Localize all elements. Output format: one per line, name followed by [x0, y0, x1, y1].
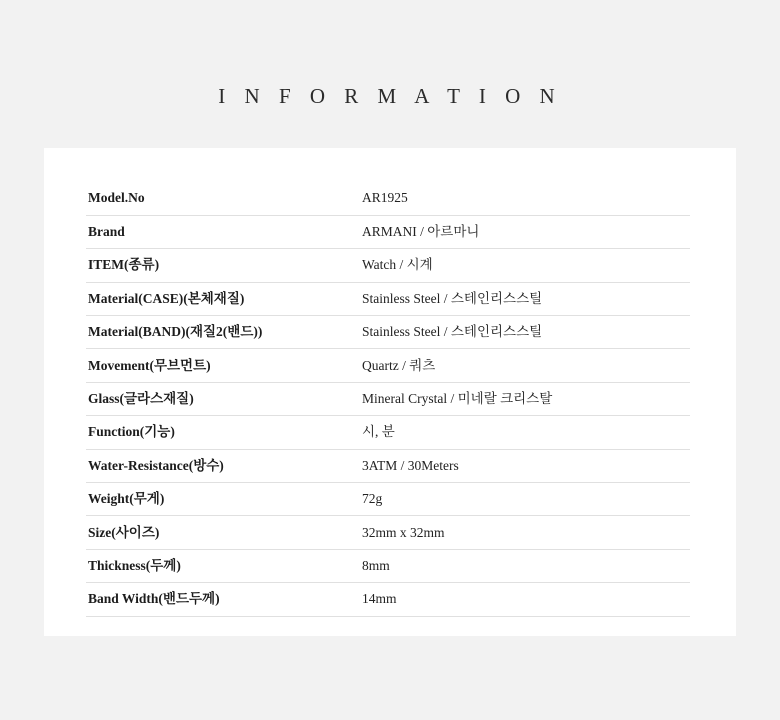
- table-row: [86, 215, 690, 248]
- page-title: I N F O R M A T I O N: [218, 84, 562, 108]
- spec-label: Thickness(두께): [86, 549, 360, 582]
- spec-value: Stainless Steel / 스테인리스스틸: [360, 282, 690, 315]
- spec-value: Watch / 시계: [360, 249, 690, 282]
- spec-value: Stainless Steel / 스테인리스스틸: [360, 316, 690, 349]
- table-row: [86, 516, 690, 549]
- spec-value: Mineral Crystal / 미네랄 크리스탈: [360, 382, 690, 415]
- spec-label: Model.No: [86, 182, 360, 215]
- spec-value: 14mm: [360, 583, 690, 616]
- spec-label: Material(BAND)(재질2(밴드)): [86, 316, 360, 349]
- spec-value: 8mm: [360, 549, 690, 582]
- table-row: [86, 449, 690, 482]
- specifications-table-body: [86, 182, 690, 616]
- spec-label: Material(CASE)(본체재질): [86, 282, 360, 315]
- spec-value: Quartz / 쿼츠: [360, 349, 690, 382]
- table-row: [86, 349, 690, 382]
- spec-value: 32mm x 32mm: [360, 516, 690, 549]
- spec-value: 72g: [360, 483, 690, 516]
- table-row: [86, 282, 690, 315]
- specs-card: [44, 148, 736, 636]
- table-row: [86, 549, 690, 582]
- specifications-table: [86, 182, 690, 617]
- table-row: [86, 316, 690, 349]
- spec-label: Brand: [86, 215, 360, 248]
- table-row: [86, 182, 690, 215]
- spec-label: Band Width(밴드두께): [86, 583, 360, 616]
- spec-value: ARMANI / 아르마니: [360, 215, 690, 248]
- table-row: [86, 416, 690, 449]
- spec-value: AR1925: [360, 182, 690, 215]
- spec-label: Function(기능): [86, 416, 360, 449]
- spec-value: 시, 분: [360, 416, 690, 449]
- table-row: [86, 583, 690, 616]
- table-row: [86, 249, 690, 282]
- table-row: [86, 382, 690, 415]
- spec-label: Water-Resistance(방수): [86, 449, 360, 482]
- spec-label: Glass(글라스재질): [86, 382, 360, 415]
- spec-label: Size(사이즈): [86, 516, 360, 549]
- spec-label: ITEM(종류): [86, 249, 360, 282]
- spec-label: Weight(무게): [86, 483, 360, 516]
- spec-label: Movement(무브먼트): [86, 349, 360, 382]
- table-row: [86, 483, 690, 516]
- spec-value: 3ATM / 30Meters: [360, 449, 690, 482]
